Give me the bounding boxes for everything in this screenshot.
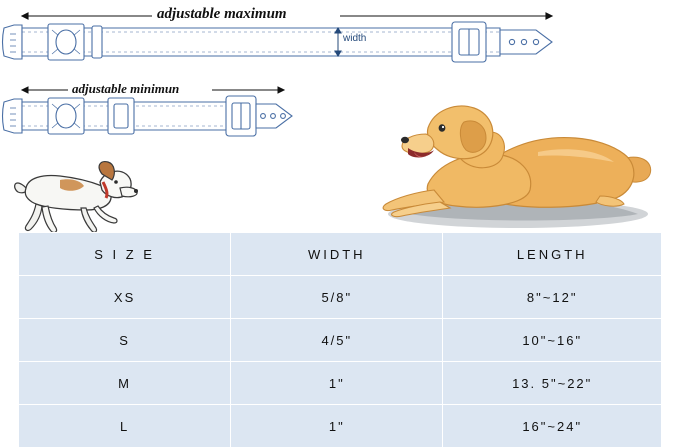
cell-size: L <box>19 405 231 448</box>
cell-size: S <box>19 319 231 362</box>
cell-width: 1" <box>231 405 443 448</box>
size-table <box>18 232 662 448</box>
table-row <box>19 362 662 405</box>
cell-width: 5/8" <box>231 276 443 319</box>
table-header-row <box>19 233 662 276</box>
table-row <box>19 319 662 362</box>
lying-dog-illustration <box>368 92 658 232</box>
table-row <box>19 405 662 448</box>
column-header-width: WIDTH <box>231 233 443 276</box>
width-label: width <box>343 33 367 44</box>
cell-length: 10"~16" <box>443 319 662 362</box>
column-header-size: S I Z E <box>19 233 231 276</box>
table-row <box>19 276 662 319</box>
cell-length: 13. 5"~22" <box>443 362 662 405</box>
cell-width: 1" <box>231 362 443 405</box>
cell-length: 8"~12" <box>443 276 662 319</box>
adjustable-maximum-label: adjustable maximum <box>157 6 287 22</box>
cell-length: 16"~24" <box>443 405 662 448</box>
cell-size: M <box>19 362 231 405</box>
cell-size: XS <box>19 276 231 319</box>
adjustable-minimum-label: adjustable minimun <box>72 81 180 96</box>
column-header-length: LENGTH <box>443 233 662 276</box>
cell-width: 4/5" <box>231 319 443 362</box>
running-dog-illustration <box>8 158 138 234</box>
